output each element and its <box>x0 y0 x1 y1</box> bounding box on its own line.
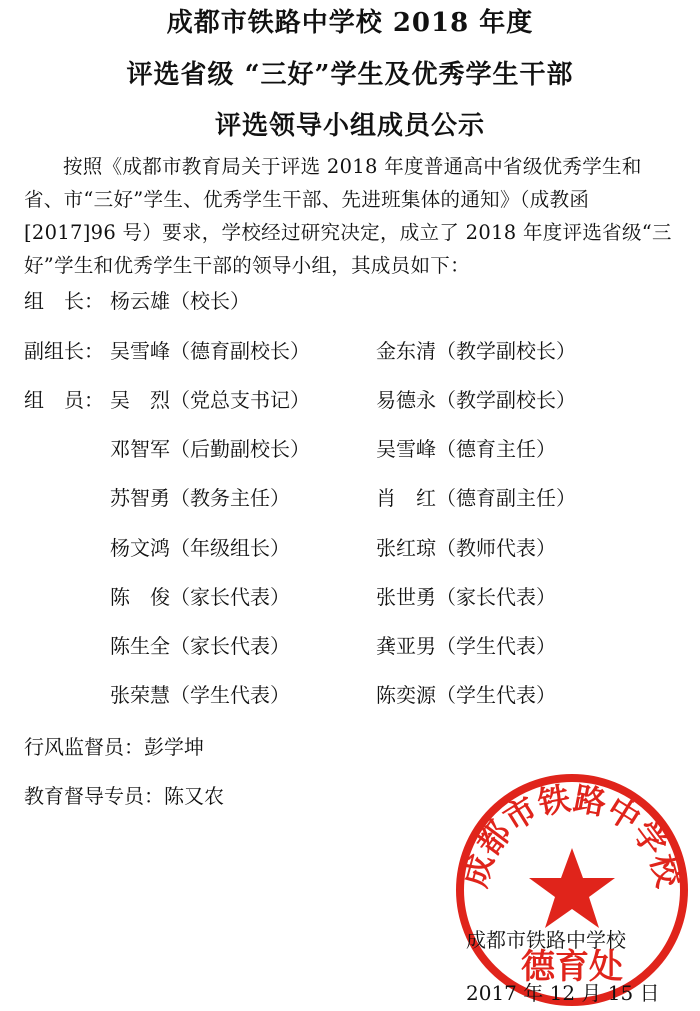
member-right: 张红琼（教师代表） <box>376 536 556 560</box>
deputy-label: 副组长： <box>24 339 104 363</box>
seal-dept-text: 德育处 <box>521 947 623 987</box>
intro-paragraph: 按照《成都市教育局关于评选 2018 年度普通高中省级优秀学生和省、市“三好”学生、优秀学生干部、先进班集体的通知》（成教函[2017]96 号）要求，学校经过研究决定，成立了 2018 年度评选省级“三好”学生和优秀学生干部的领导小组，其成员如下： <box>24 155 672 277</box>
member-left: 吴 烈（党总支书记） <box>110 388 310 412</box>
inspector-line: 教育督导专员：陈又农 <box>24 784 224 808</box>
leader-label: 组 长： <box>24 289 104 313</box>
title-line-2: 评选省级 “三好”学生及优秀学生干部 <box>126 60 574 90</box>
deputy-right: 金东清（教学副校长） <box>376 339 576 363</box>
signature-org: 成都市铁路中学校 <box>466 928 626 952</box>
members-label: 组 员： <box>24 388 104 412</box>
title-line-3: 评选领导小组成员公示 <box>214 111 485 141</box>
member-right: 吴雪峰（德育主任） <box>376 437 556 461</box>
member-left: 苏智勇（教务主任） <box>110 486 290 510</box>
member-left: 杨文鸿（年级组长） <box>110 536 290 560</box>
member-right: 张世勇（家长代表） <box>376 585 556 609</box>
official-seal <box>452 770 692 1010</box>
seal-star-icon <box>529 848 615 928</box>
deputy-left: 吴雪峰（德育副校长） <box>110 339 310 363</box>
supervisor-line: 行风监督员：彭学坤 <box>24 735 204 759</box>
signature-date: 2017 年 12 月 15 日 <box>466 981 660 1005</box>
member-left: 张荣慧（学生代表） <box>110 683 290 707</box>
member-right: 肖 红（德育副主任） <box>376 486 576 510</box>
member-right: 陈奕源（学生代表） <box>376 683 556 707</box>
member-right: 易德永（教学副校长） <box>376 388 576 412</box>
title-line-1: 成都市铁路中学校 2018 年度 <box>166 8 534 38</box>
seal-arc-text: 成都市铁路中学校 <box>455 779 689 892</box>
member-left: 陈生全（家长代表） <box>110 634 290 658</box>
leader-name: 杨云雄（校长） <box>110 289 250 313</box>
member-right: 龚亚男（学生代表） <box>376 634 556 658</box>
member-left: 邓智军（后勤副校长） <box>110 437 310 461</box>
member-left: 陈 俊（家长代表） <box>110 585 290 609</box>
